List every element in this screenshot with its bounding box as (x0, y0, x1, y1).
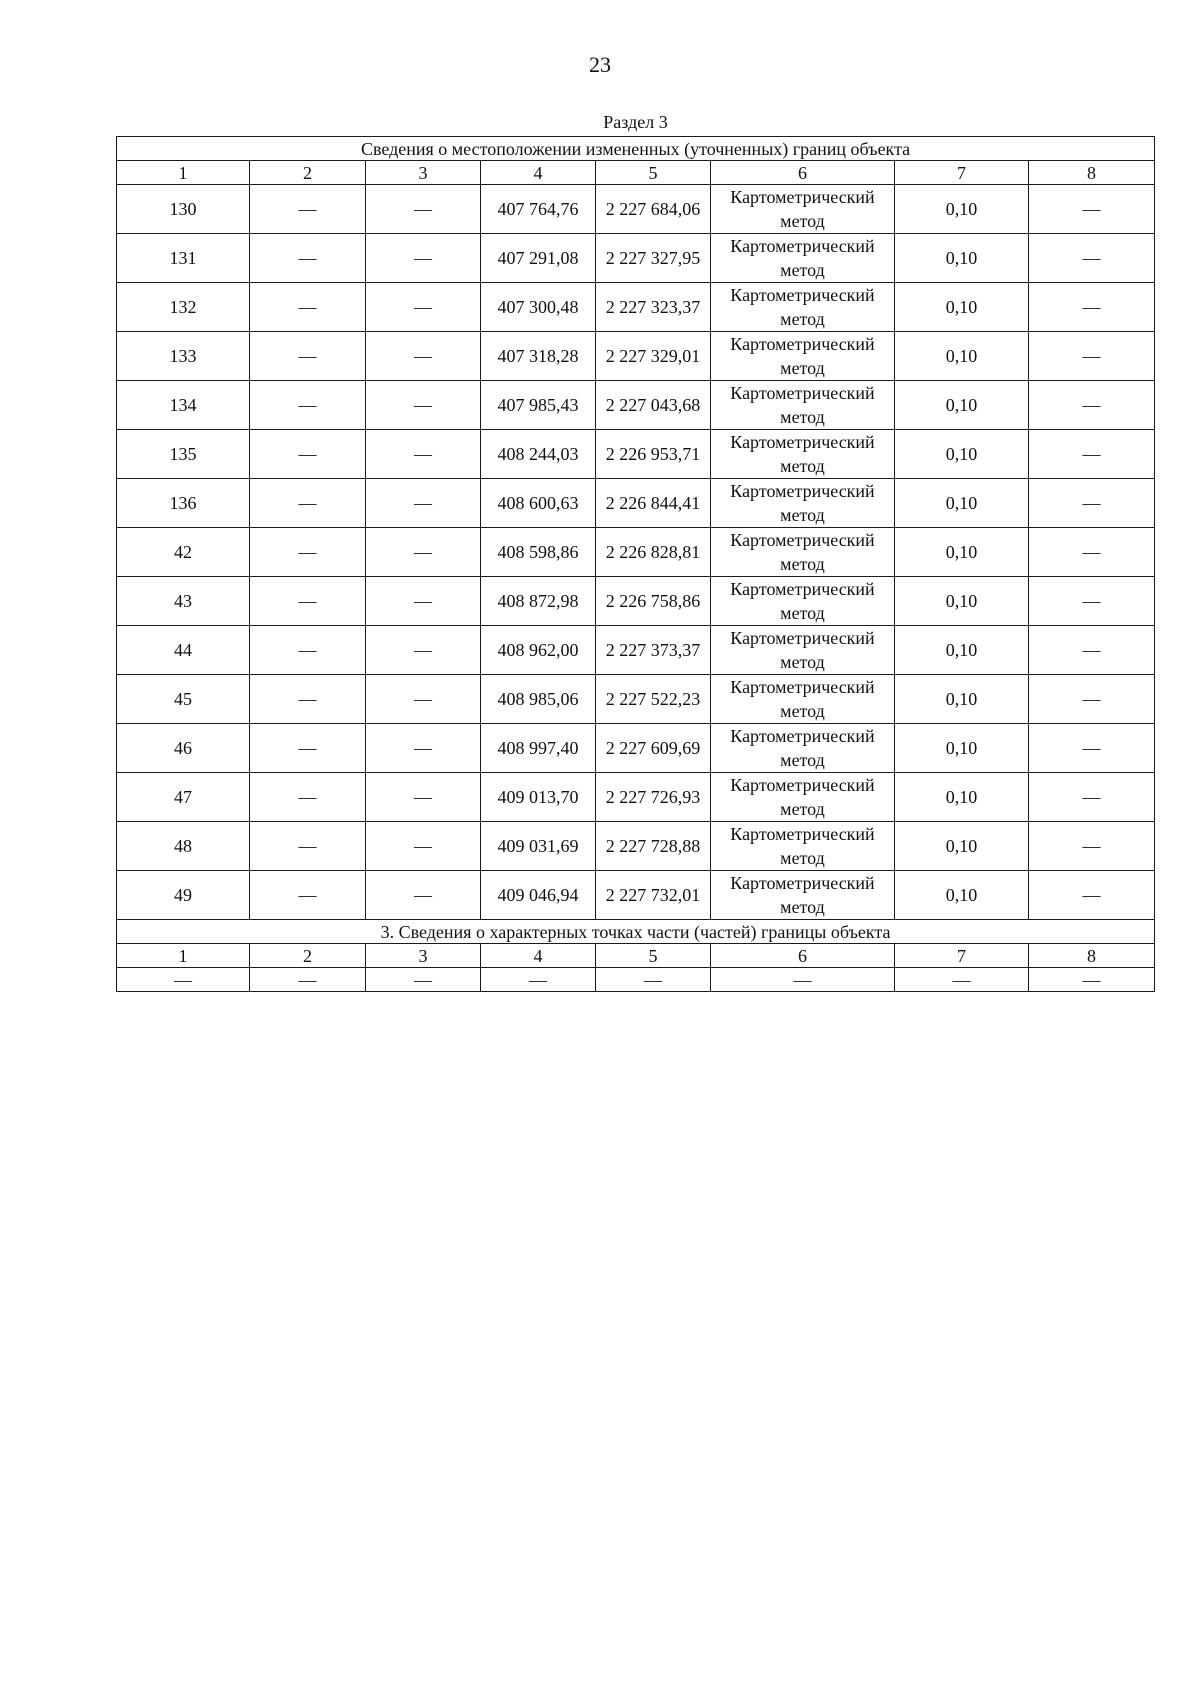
column-number: 8 (1029, 161, 1155, 185)
cell-col2: — (250, 332, 366, 381)
point-number: 45 (117, 675, 250, 724)
section-label: Раздел 3 (603, 112, 668, 132)
cell-col8: — (1029, 234, 1155, 283)
table-row (117, 479, 1155, 528)
column-number: 5 (596, 161, 711, 185)
accuracy: 0,10 (895, 577, 1029, 626)
column-number: 7 (895, 161, 1029, 185)
point-number: 48 (117, 822, 250, 871)
accuracy: 0,10 (895, 479, 1029, 528)
cell-col3: — (366, 234, 481, 283)
column-number-row (117, 161, 1155, 185)
point-number: 136 (117, 479, 250, 528)
cell-col3: — (366, 724, 481, 773)
coord-y: 2 227 726,93 (596, 773, 711, 822)
column-number: 2 (250, 944, 366, 968)
cell-col2: — (250, 577, 366, 626)
cell-col2: — (250, 185, 366, 234)
point-number: 130 (117, 185, 250, 234)
method: Картометрический метод (711, 577, 895, 626)
coord-x: 408 985,06 (481, 675, 596, 724)
cell-col8: — (1029, 381, 1155, 430)
cell-col8: — (1029, 283, 1155, 332)
cell-col3: — (366, 381, 481, 430)
cell-col3: — (366, 283, 481, 332)
empty-cell: — (596, 968, 711, 992)
cell-col2: — (250, 773, 366, 822)
table-row (117, 871, 1155, 920)
point-number: 43 (117, 577, 250, 626)
coord-y: 2 226 953,71 (596, 430, 711, 479)
table-row (117, 283, 1155, 332)
method: Картометрический метод (711, 283, 895, 332)
method: Картометрический метод (711, 430, 895, 479)
method: Картометрический метод (711, 479, 895, 528)
coord-x: 409 046,94 (481, 871, 596, 920)
point-number: 134 (117, 381, 250, 430)
cell-col8: — (1029, 430, 1155, 479)
column-number: 3 (366, 944, 481, 968)
column-number: 5 (596, 944, 711, 968)
cell-col8: — (1029, 822, 1155, 871)
cell-col2: — (250, 479, 366, 528)
column-number: 6 (711, 944, 895, 968)
column-number: 4 (481, 161, 596, 185)
coord-x: 407 300,48 (481, 283, 596, 332)
column-number: 2 (250, 161, 366, 185)
table-row (117, 430, 1155, 479)
table-row (117, 773, 1155, 822)
method: Картометрический метод (711, 528, 895, 577)
cell-col3: — (366, 577, 481, 626)
coord-y: 2 227 329,01 (596, 332, 711, 381)
accuracy: 0,10 (895, 675, 1029, 724)
cell-col3: — (366, 185, 481, 234)
column-number: 1 (117, 161, 250, 185)
column-number: 1 (117, 944, 250, 968)
method: Картометрический метод (711, 626, 895, 675)
coord-x: 408 997,40 (481, 724, 596, 773)
cell-col2: — (250, 871, 366, 920)
cell-col2: — (250, 528, 366, 577)
coord-y: 2 227 373,37 (596, 626, 711, 675)
column-number: 4 (481, 944, 596, 968)
point-number: 133 (117, 332, 250, 381)
coord-x: 407 764,76 (481, 185, 596, 234)
accuracy: 0,10 (895, 626, 1029, 675)
accuracy: 0,10 (895, 724, 1029, 773)
table-row (117, 234, 1155, 283)
accuracy: 0,10 (895, 332, 1029, 381)
coord-y: 2 227 684,06 (596, 185, 711, 234)
point-number: 42 (117, 528, 250, 577)
cell-col2: — (250, 234, 366, 283)
accuracy: 0,10 (895, 822, 1029, 871)
subsection-row (117, 968, 1155, 992)
coord-x: 408 962,00 (481, 626, 596, 675)
accuracy: 0,10 (895, 773, 1029, 822)
cell-col3: — (366, 675, 481, 724)
accuracy: 0,10 (895, 528, 1029, 577)
cell-col8: — (1029, 332, 1155, 381)
cell-col2: — (250, 724, 366, 773)
coord-y: 2 227 323,37 (596, 283, 711, 332)
table-row (117, 724, 1155, 773)
empty-cell: — (1029, 968, 1155, 992)
coord-x: 407 318,28 (481, 332, 596, 381)
method: Картометрический метод (711, 822, 895, 871)
accuracy: 0,10 (895, 381, 1029, 430)
coord-y: 2 227 609,69 (596, 724, 711, 773)
cell-col8: — (1029, 577, 1155, 626)
cell-col3: — (366, 822, 481, 871)
coord-y: 2 227 732,01 (596, 871, 711, 920)
coord-x: 409 031,69 (481, 822, 596, 871)
coord-y: 2 227 522,23 (596, 675, 711, 724)
coord-y: 2 226 758,86 (596, 577, 711, 626)
point-number: 46 (117, 724, 250, 773)
cell-col3: — (366, 773, 481, 822)
column-number: 7 (895, 944, 1029, 968)
empty-cell: — (481, 968, 596, 992)
method: Картометрический метод (711, 234, 895, 283)
cell-col8: — (1029, 185, 1155, 234)
point-number: 132 (117, 283, 250, 332)
cell-col2: — (250, 381, 366, 430)
point-number: 49 (117, 871, 250, 920)
table-row (117, 822, 1155, 871)
column-number: 3 (366, 161, 481, 185)
cell-col2: — (250, 430, 366, 479)
cell-col8: — (1029, 724, 1155, 773)
method: Картометрический метод (711, 185, 895, 234)
cell-col3: — (366, 479, 481, 528)
coord-y: 2 227 043,68 (596, 381, 711, 430)
accuracy: 0,10 (895, 283, 1029, 332)
table-title-row (117, 137, 1155, 161)
empty-cell: — (117, 968, 250, 992)
method: Картометрический метод (711, 773, 895, 822)
empty-cell: — (895, 968, 1029, 992)
cell-col8: — (1029, 479, 1155, 528)
subsection-title-row (117, 920, 1155, 944)
method: Картометрический метод (711, 381, 895, 430)
column-number: 6 (711, 161, 895, 185)
point-number: 131 (117, 234, 250, 283)
coord-x: 408 600,63 (481, 479, 596, 528)
cell-col3: — (366, 332, 481, 381)
coord-x: 408 872,98 (481, 577, 596, 626)
cell-col8: — (1029, 528, 1155, 577)
point-number: 44 (117, 626, 250, 675)
table-row (117, 332, 1155, 381)
cell-col2: — (250, 822, 366, 871)
empty-cell: — (711, 968, 895, 992)
subsection-title: 3. Сведения о характерных точках части (частей) границы объекта (117, 920, 1155, 944)
boundary-table (116, 136, 1155, 992)
cell-col8: — (1029, 626, 1155, 675)
method: Картометрический метод (711, 871, 895, 920)
method: Картометрический метод (711, 332, 895, 381)
accuracy: 0,10 (895, 430, 1029, 479)
coord-y: 2 227 728,88 (596, 822, 711, 871)
cell-col3: — (366, 871, 481, 920)
coord-x: 408 244,03 (481, 430, 596, 479)
method: Картометрический метод (711, 675, 895, 724)
page-number: 23 (589, 52, 611, 77)
coord-y: 2 227 327,95 (596, 234, 711, 283)
subsection-column-number-row (117, 944, 1155, 968)
empty-cell: — (250, 968, 366, 992)
accuracy: 0,10 (895, 234, 1029, 283)
coord-x: 407 291,08 (481, 234, 596, 283)
coord-x: 407 985,43 (481, 381, 596, 430)
table-row (117, 675, 1155, 724)
cell-col3: — (366, 430, 481, 479)
table-row (117, 626, 1155, 675)
column-number: 8 (1029, 944, 1155, 968)
cell-col2: — (250, 283, 366, 332)
accuracy: 0,10 (895, 871, 1029, 920)
table-row (117, 381, 1155, 430)
cell-col2: — (250, 626, 366, 675)
point-number: 135 (117, 430, 250, 479)
cell-col8: — (1029, 773, 1155, 822)
cell-col8: — (1029, 675, 1155, 724)
table-row (117, 528, 1155, 577)
cell-col2: — (250, 675, 366, 724)
accuracy: 0,10 (895, 185, 1029, 234)
point-number: 47 (117, 773, 250, 822)
table-row (117, 185, 1155, 234)
empty-cell: — (366, 968, 481, 992)
method: Картометрический метод (711, 724, 895, 773)
table-title: Сведения о местоположении измененных (уточненных) границ объекта (117, 137, 1155, 161)
cell-col8: — (1029, 871, 1155, 920)
cell-col3: — (366, 626, 481, 675)
cell-col3: — (366, 528, 481, 577)
coord-y: 2 226 828,81 (596, 528, 711, 577)
coord-x: 408 598,86 (481, 528, 596, 577)
coord-y: 2 226 844,41 (596, 479, 711, 528)
coord-x: 409 013,70 (481, 773, 596, 822)
table-row (117, 577, 1155, 626)
